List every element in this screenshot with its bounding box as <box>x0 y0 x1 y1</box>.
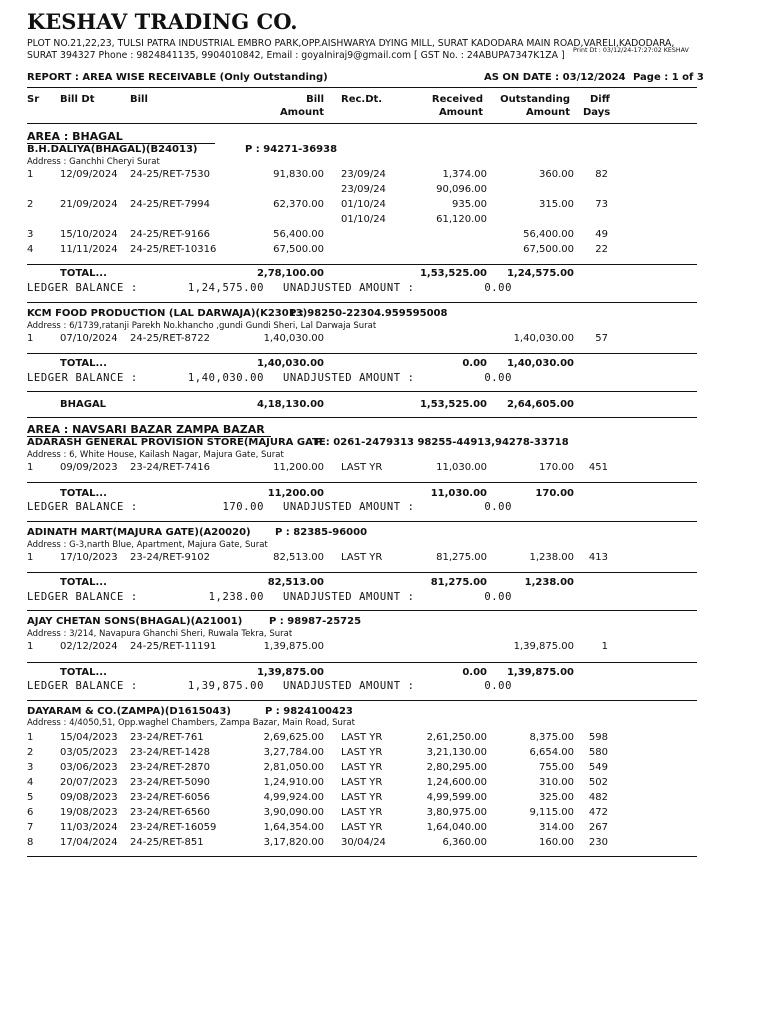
area-total-rule <box>27 417 697 418</box>
col-outstanding-2: Amount <box>525 107 570 118</box>
total-outstanding: 1,24,575.00 <box>506 268 574 279</box>
unadjusted-label: UNADJUSTED AMOUNT : <box>283 372 415 384</box>
total-outstanding: 1,39,875.00 <box>506 667 574 678</box>
unadjusted-value: 0.00 <box>484 282 512 294</box>
ledger-balance-value: 1,24,575.00 <box>187 282 264 294</box>
row-diff-days: 230 <box>588 837 608 848</box>
row-bill-number: 23-24/RET-16059 <box>130 822 217 833</box>
row-received-amount: 1,374.00 <box>442 169 487 180</box>
row-outstanding-amount: 755.00 <box>539 762 574 773</box>
ledger-balance-value: 1,238.00 <box>208 591 264 603</box>
area-total-received: 1,53,525.00 <box>419 399 487 410</box>
row-bill-date: 09/08/2023 <box>60 792 118 803</box>
row-outstanding-amount: 170.00 <box>539 462 574 473</box>
row-bill-date: 19/08/2023 <box>60 807 118 818</box>
row-bill-date: 12/09/2024 <box>60 169 118 180</box>
row-bill-date: 17/10/2023 <box>60 552 118 563</box>
print-date: Print Dt : 03/12/24-17:27:02 KESHAV <box>573 47 689 54</box>
party-name: ADARASH GENERAL PROVISION STORE(MAJURA GATE <box>27 437 326 448</box>
row-sr: 3 <box>27 229 34 240</box>
row-received-amount: 3,21,130.00 <box>426 747 487 758</box>
row-received-amount: 1,24,600.00 <box>426 777 487 788</box>
row-received-amount: 2,61,250.00 <box>426 732 487 743</box>
row-bill-number: 23-24/RET-7416 <box>130 462 210 473</box>
col-bill-dt: Bill Dt <box>60 94 95 105</box>
row-bill-number: 23-24/RET-2870 <box>130 762 210 773</box>
row-bill-number: 24-25/RET-851 <box>130 837 204 848</box>
total-received: 11,030.00 <box>430 488 487 499</box>
total-outstanding: 1,238.00 <box>524 577 574 588</box>
party-phone: P : 98250-22304.959595008 <box>289 308 448 319</box>
row-bill-number: 23-24/RET-9102 <box>130 552 210 563</box>
ledger-balance-value: 1,40,030.00 <box>187 372 264 384</box>
col-diff-2: Days <box>583 107 611 118</box>
unadjusted-label: UNADJUSTED AMOUNT : <box>283 680 415 692</box>
row-sr: 2 <box>27 199 34 210</box>
row-bill-date: 09/09/2023 <box>60 462 118 473</box>
as-on-date: AS ON DATE : 03/12/2024 <box>484 72 626 83</box>
row-bill-amount: 3,27,784.00 <box>263 747 324 758</box>
row-bill-amount: 11,200.00 <box>273 462 324 473</box>
party-phone: P : 98987-25725 <box>269 616 362 627</box>
row-outstanding-amount: 314.00 <box>539 822 574 833</box>
total-received: 1,53,525.00 <box>419 268 487 279</box>
row-received-amount: 81,275.00 <box>436 552 487 563</box>
row-bill-number: 23-24/RET-5090 <box>130 777 210 788</box>
row-outstanding-amount: 315.00 <box>539 199 574 210</box>
row-receipt-date: LAST YR <box>341 777 383 788</box>
row-sr: 5 <box>27 792 34 803</box>
row-received-amount: 3,80,975.00 <box>426 807 487 818</box>
row-diff-days: 413 <box>588 552 608 563</box>
row-bill-amount: 1,64,354.00 <box>263 822 324 833</box>
row-diff-days: 598 <box>588 732 608 743</box>
col-rec-dt: Rec.Dt. <box>341 94 383 105</box>
row-bill-number: 24-25/RET-9166 <box>130 229 210 240</box>
ledger-balance-label: LEDGER BALANCE : <box>27 591 138 603</box>
party-phone: P : 9824100423 <box>265 706 353 717</box>
area-total-name: BHAGAL <box>60 399 107 410</box>
unadjusted-value: 0.00 <box>484 501 512 513</box>
row-receipt-date: LAST YR <box>341 807 383 818</box>
page-number: Page : 1 of 3 <box>633 72 704 83</box>
col-bill-amount-2: Amount <box>279 107 324 118</box>
ledger-balance-value: 170.00 <box>222 501 264 513</box>
header-rule-top <box>27 87 697 88</box>
row-bill-number: 24-25/RET-11191 <box>130 641 217 652</box>
row-diff-days: 580 <box>588 747 608 758</box>
total-label: TOTAL... <box>60 268 107 279</box>
total-label: TOTAL... <box>60 667 107 678</box>
row-outstanding-amount: 310.00 <box>539 777 574 788</box>
row-diff-days: 82 <box>595 169 608 180</box>
total-rule <box>27 572 697 573</box>
col-sr: Sr <box>27 94 40 105</box>
row-outstanding-amount: 1,40,030.00 <box>513 333 574 344</box>
row-receipt-date: 30/04/24 <box>341 837 386 848</box>
col-diff-1: Diff <box>590 94 610 105</box>
row-bill-amount: 82,513.00 <box>273 552 324 563</box>
row-bill-number: 24-25/RET-8722 <box>130 333 210 344</box>
row-bill-amount: 4,99,924.00 <box>263 792 324 803</box>
row-received-amount: 90,096.00 <box>436 184 487 195</box>
col-bill-amount-1: Bill <box>306 94 324 105</box>
row-bill-number: 23-24/RET-6560 <box>130 807 210 818</box>
total-bill-amount: 1,40,030.00 <box>256 358 324 369</box>
party-separator <box>27 521 697 522</box>
row-outstanding-amount: 56,400.00 <box>523 229 574 240</box>
row-outstanding-amount: 67,500.00 <box>523 244 574 255</box>
row-bill-amount: 1,40,030.00 <box>263 333 324 344</box>
row-received-amount: 4,99,599.00 <box>426 792 487 803</box>
party-separator <box>27 700 697 701</box>
area-total-outstanding: 2,64,605.00 <box>506 399 574 410</box>
party-separator <box>27 610 697 611</box>
header-rule-bottom <box>27 123 697 124</box>
party-address: Address : Ganchhi Cheryi Surat <box>27 157 160 167</box>
row-bill-amount: 3,90,090.00 <box>263 807 324 818</box>
row-bill-amount: 62,370.00 <box>273 199 324 210</box>
total-bill-amount: 2,78,100.00 <box>256 268 324 279</box>
row-diff-days: 451 <box>588 462 608 473</box>
party-address: Address : 6/1739,ratanji Parekh No.khancho ,gundi Gundi Sheri, Lal Darwaja Surat <box>27 321 377 331</box>
row-receipt-date: LAST YR <box>341 762 383 773</box>
unadjusted-label: UNADJUSTED AMOUNT : <box>283 591 415 603</box>
row-sr: 2 <box>27 747 34 758</box>
col-outstanding-1: Outstanding <box>500 94 570 105</box>
row-outstanding-amount: 1,238.00 <box>529 552 574 563</box>
row-outstanding-amount: 6,654.00 <box>529 747 574 758</box>
ledger-balance-label: LEDGER BALANCE : <box>27 680 138 692</box>
row-bill-number: 24-25/RET-7530 <box>130 169 210 180</box>
row-diff-days: 22 <box>595 244 608 255</box>
row-bill-number: 24-25/RET-10316 <box>130 244 217 255</box>
row-diff-days: 472 <box>588 807 608 818</box>
row-sr: 1 <box>27 552 34 563</box>
col-bill: Bill <box>130 94 148 105</box>
party-phone: P : 82385-96000 <box>275 527 368 538</box>
row-diff-days: 73 <box>595 199 608 210</box>
row-diff-days: 502 <box>588 777 608 788</box>
unadjusted-value: 0.00 <box>484 680 512 692</box>
row-sr: 3 <box>27 762 34 773</box>
party-address: Address : 4/4050,51, Opp.waghel Chambers, Zampa Bazar, Main Road, Surat <box>27 718 355 728</box>
party-separator <box>27 302 697 303</box>
row-receipt-date: 01/10/24 <box>341 199 386 210</box>
row-diff-days: 49 <box>595 229 608 240</box>
col-received-1: Received <box>431 94 483 105</box>
party-phone: P : 0261-2479313 98255-44913,94278-33718 <box>315 437 569 448</box>
total-received: 81,275.00 <box>430 577 487 588</box>
row-receipt-date: LAST YR <box>341 732 383 743</box>
row-sr: 1 <box>27 169 34 180</box>
row-receipt-date: LAST YR <box>341 747 383 758</box>
area-heading: AREA : BHAGAL <box>27 130 123 143</box>
total-bill-amount: 1,39,875.00 <box>256 667 324 678</box>
total-rule <box>27 482 697 483</box>
row-receipt-date: LAST YR <box>341 822 383 833</box>
ledger-balance-label: LEDGER BALANCE : <box>27 372 138 384</box>
ledger-balance-label: LEDGER BALANCE : <box>27 282 138 294</box>
row-bill-amount: 3,17,820.00 <box>263 837 324 848</box>
row-sr: 1 <box>27 462 34 473</box>
row-bill-amount: 1,39,875.00 <box>263 641 324 652</box>
unadjusted-value: 0.00 <box>484 372 512 384</box>
row-outstanding-amount: 360.00 <box>539 169 574 180</box>
row-bill-date: 11/11/2024 <box>60 244 118 255</box>
row-bill-amount: 56,400.00 <box>273 229 324 240</box>
row-diff-days: 267 <box>588 822 608 833</box>
total-outstanding: 1,40,030.00 <box>506 358 574 369</box>
row-bill-date: 17/04/2024 <box>60 837 118 848</box>
row-bill-number: 23-24/RET-1428 <box>130 747 210 758</box>
row-bill-amount: 2,69,625.00 <box>263 732 324 743</box>
col-received-2: Amount <box>438 107 483 118</box>
row-bill-date: 15/04/2023 <box>60 732 118 743</box>
total-bill-amount: 82,513.00 <box>267 577 324 588</box>
row-outstanding-amount: 9,115.00 <box>529 807 574 818</box>
row-bill-amount: 67,500.00 <box>273 244 324 255</box>
total-label: TOTAL... <box>60 577 107 588</box>
party-phone: P : 94271-36938 <box>245 144 338 155</box>
total-received: 0.00 <box>462 358 487 369</box>
party-address: Address : G-3,narth Blue, Apartment, Majura Gate, Surat <box>27 540 268 550</box>
company-name: KESHAV TRADING CO. <box>27 9 298 34</box>
row-receipt-date: 01/10/24 <box>341 214 386 225</box>
total-outstanding: 170.00 <box>535 488 574 499</box>
row-received-amount: 6,360.00 <box>442 837 487 848</box>
total-rule <box>27 353 697 354</box>
row-bill-number: 23-24/RET-761 <box>130 732 204 743</box>
row-bill-date: 15/10/2024 <box>60 229 118 240</box>
row-receipt-date: LAST YR <box>341 792 383 803</box>
row-received-amount: 2,80,295.00 <box>426 762 487 773</box>
unadjusted-value: 0.00 <box>484 591 512 603</box>
row-bill-amount: 91,830.00 <box>273 169 324 180</box>
row-sr: 4 <box>27 244 34 255</box>
area-total-bill-amount: 4,18,130.00 <box>256 399 324 410</box>
row-bill-amount: 1,24,910.00 <box>263 777 324 788</box>
row-outstanding-amount: 8,375.00 <box>529 732 574 743</box>
ledger-balance-value: 1,39,875.00 <box>187 680 264 692</box>
total-rule <box>27 264 697 265</box>
row-receipt-date: LAST YR <box>341 462 383 473</box>
total-rule <box>27 662 697 663</box>
company-address-line-2: SURAT 394327 Phone : 9824841135, 9904010842, Email : goyalniraj9@gmail.com [ GST No. : 24ABUPA7347K1ZA ] <box>27 50 565 61</box>
company-address-line-1: PLOT NO.21,22,23, TULSI PATRA INDUSTRIAL EMBRO PARK,OPP.AISHWARYA DYING MILL, SURAT KADODARA MAIN ROAD,VARELI,KADODARA, <box>27 38 675 49</box>
row-bill-date: 07/10/2024 <box>60 333 118 344</box>
row-sr: 8 <box>27 837 34 848</box>
row-bill-date: 20/07/2023 <box>60 777 118 788</box>
row-diff-days: 57 <box>595 333 608 344</box>
ledger-balance-label: LEDGER BALANCE : <box>27 501 138 513</box>
page-end-rule <box>27 856 697 857</box>
unadjusted-label: UNADJUSTED AMOUNT : <box>283 282 415 294</box>
party-name: ADINATH MART(MAJURA GATE)(A20020) <box>27 527 251 538</box>
row-receipt-date: 23/09/24 <box>341 184 386 195</box>
row-outstanding-amount: 160.00 <box>539 837 574 848</box>
row-sr: 6 <box>27 807 34 818</box>
total-received: 0.00 <box>462 667 487 678</box>
party-address: Address : 3/214, Navapura Ghanchi Sheri, Ruwala Tekra, Surat <box>27 629 293 639</box>
row-bill-date: 03/05/2023 <box>60 747 118 758</box>
total-label: TOTAL... <box>60 488 107 499</box>
row-diff-days: 549 <box>588 762 608 773</box>
row-bill-number: 23-24/RET-6056 <box>130 792 210 803</box>
row-outstanding-amount: 1,39,875.00 <box>513 641 574 652</box>
party-name: DAYARAM & CO.(ZAMPA)(D1615043) <box>27 706 231 717</box>
party-name: AJAY CHETAN SONS(BHAGAL)(A21001) <box>27 616 243 627</box>
row-diff-days: 482 <box>588 792 608 803</box>
row-bill-amount: 2,81,050.00 <box>263 762 324 773</box>
party-name: KCM FOOD PRODUCTION (LAL DARWAJA)(K23013) <box>27 308 308 319</box>
total-bill-amount: 11,200.00 <box>267 488 324 499</box>
total-label: TOTAL... <box>60 358 107 369</box>
party-address: Address : 6, White House, Kailash Nagar, Majura Gate, Surat <box>27 450 284 460</box>
row-outstanding-amount: 325.00 <box>539 792 574 803</box>
row-receipt-date: LAST YR <box>341 552 383 563</box>
row-sr: 7 <box>27 822 34 833</box>
row-received-amount: 1,64,040.00 <box>426 822 487 833</box>
row-sr: 1 <box>27 732 34 743</box>
row-sr: 4 <box>27 777 34 788</box>
row-diff-days: 1 <box>601 641 608 652</box>
area-heading: AREA : NAVSARI BAZAR ZAMPA BAZAR <box>27 423 265 436</box>
row-received-amount: 61,120.00 <box>436 214 487 225</box>
unadjusted-label: UNADJUSTED AMOUNT : <box>283 501 415 513</box>
row-bill-date: 11/03/2024 <box>60 822 118 833</box>
party-separator <box>27 391 697 392</box>
party-name: B.H.DALIYA(BHAGAL)(B24013) <box>27 144 198 155</box>
row-sr: 1 <box>27 333 34 344</box>
row-bill-date: 21/09/2024 <box>60 199 118 210</box>
row-bill-number: 24-25/RET-7994 <box>130 199 210 210</box>
row-bill-date: 03/06/2023 <box>60 762 118 773</box>
row-sr: 1 <box>27 641 34 652</box>
row-bill-date: 02/12/2024 <box>60 641 118 652</box>
row-receipt-date: 23/09/24 <box>341 169 386 180</box>
row-received-amount: 935.00 <box>452 199 487 210</box>
report-title: REPORT : AREA WISE RECEIVABLE (Only Outstanding) <box>27 72 328 83</box>
row-received-amount: 11,030.00 <box>436 462 487 473</box>
